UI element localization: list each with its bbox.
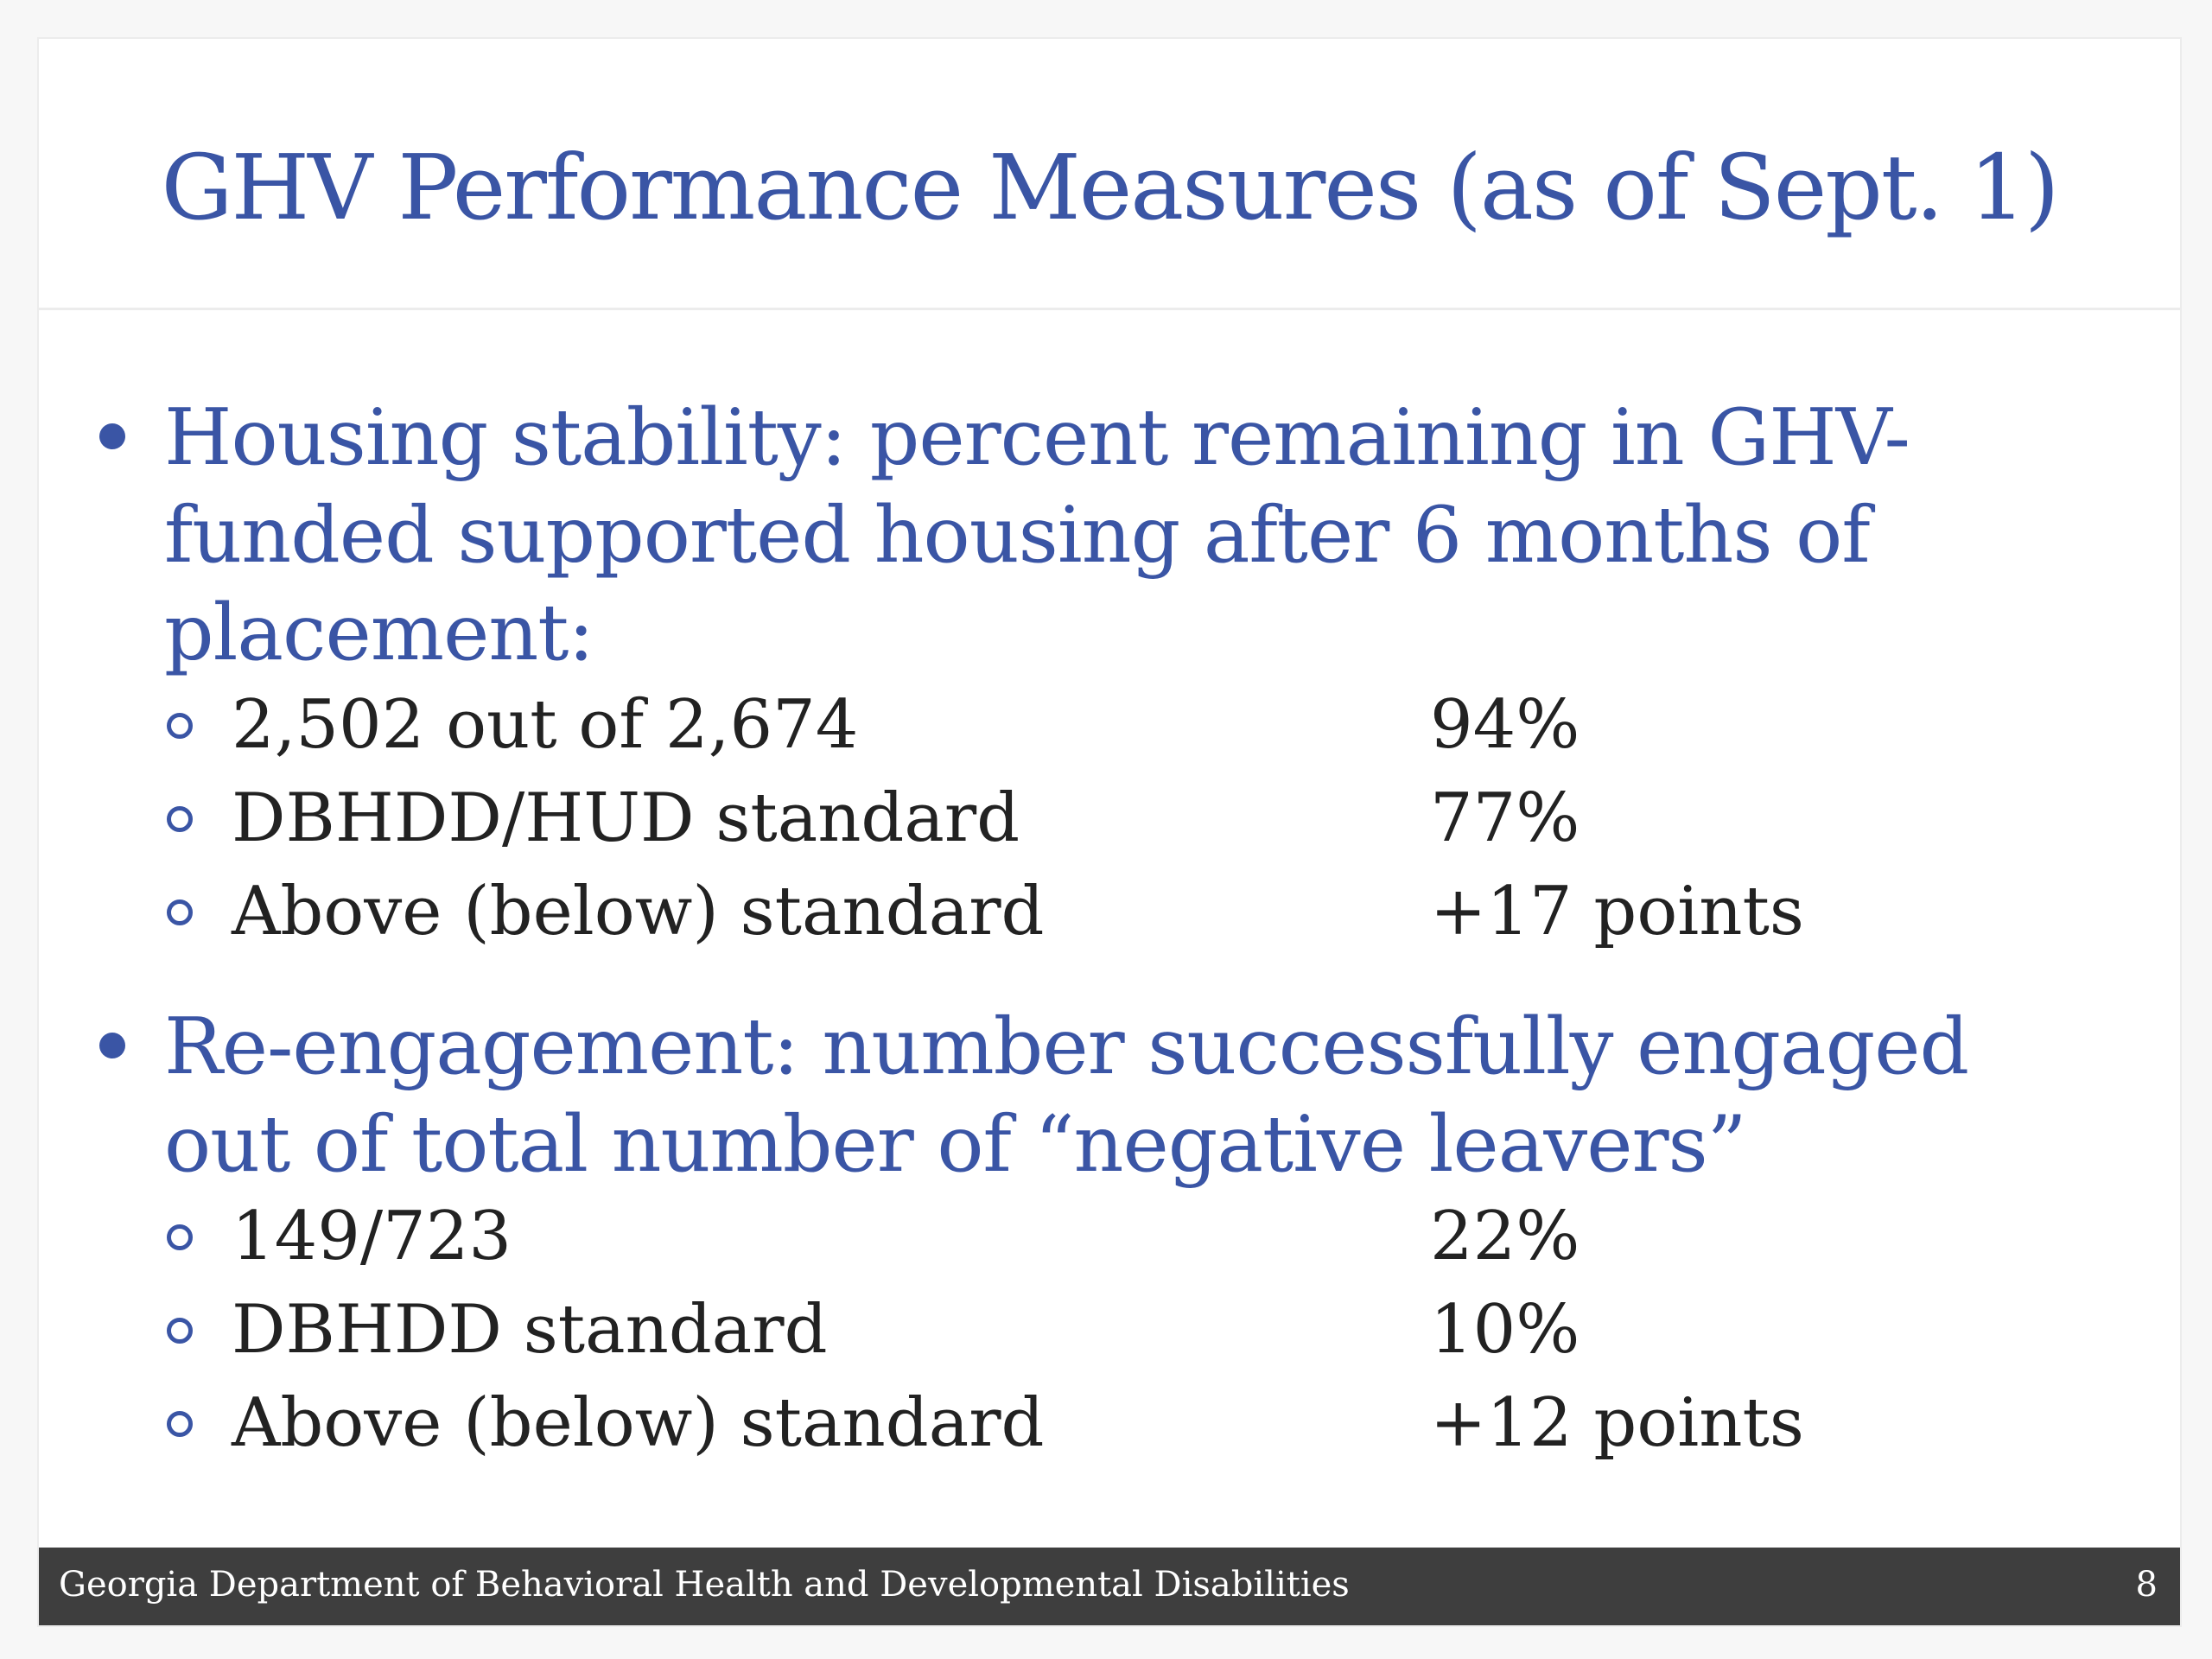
item-value: 77% xyxy=(1430,779,1580,857)
hollow-circle-bullet-icon xyxy=(167,1411,193,1437)
slide-title: GHV Performance Measures (as of Sept. 1) xyxy=(161,135,2058,240)
re-engagement-section xyxy=(39,998,2180,1473)
item-value: 10% xyxy=(1430,1291,1580,1369)
sub-list xyxy=(39,1193,2180,1473)
item-value: +17 points xyxy=(1430,873,1804,950)
item-value: 22% xyxy=(1430,1198,1580,1275)
list-item xyxy=(39,1193,2180,1287)
page-number: 8 xyxy=(2135,1565,2158,1605)
item-label: 2,502 out of 2,674 xyxy=(232,686,859,764)
hollow-circle-bullet-icon xyxy=(167,806,193,832)
housing-stability-section xyxy=(39,389,2180,962)
bullet-dot-icon xyxy=(99,1033,125,1058)
list-item xyxy=(39,682,2180,775)
list-item xyxy=(39,775,2180,868)
list-item xyxy=(39,1380,2180,1473)
list-item xyxy=(39,868,2180,962)
title-area xyxy=(39,39,2180,310)
item-label: Above (below) standard xyxy=(232,1384,1045,1462)
item-value: 94% xyxy=(1430,686,1580,764)
footer-organization: Georgia Department of Behavioral Health and Developmental Disabilities xyxy=(59,1565,1350,1605)
hollow-circle-bullet-icon xyxy=(167,899,193,925)
sub-list xyxy=(39,682,2180,962)
bullet-heading: Housing stability: percent remaining in GHV-funded supported housing after 6 months of placement: xyxy=(164,392,1910,678)
bullet-heading: Re-engagement: number successfully engaged out of total number of “negative leavers” xyxy=(164,1001,1969,1190)
item-label: 149/723 xyxy=(232,1198,512,1275)
list-item xyxy=(39,1287,2180,1380)
bullet-housing-stability xyxy=(39,389,2180,682)
item-value: +12 points xyxy=(1430,1384,1804,1462)
presentation-slide xyxy=(37,37,2182,1627)
item-label: DBHDD/HUD standard xyxy=(232,779,1020,857)
slide-footer xyxy=(39,1548,2180,1625)
item-label: DBHDD standard xyxy=(232,1291,828,1369)
hollow-circle-bullet-icon xyxy=(167,713,193,739)
bullet-dot-icon xyxy=(99,423,125,449)
hollow-circle-bullet-icon xyxy=(167,1318,193,1344)
hollow-circle-bullet-icon xyxy=(167,1224,193,1250)
bullet-re-engagement xyxy=(39,998,2180,1193)
item-label: Above (below) standard xyxy=(232,873,1045,950)
